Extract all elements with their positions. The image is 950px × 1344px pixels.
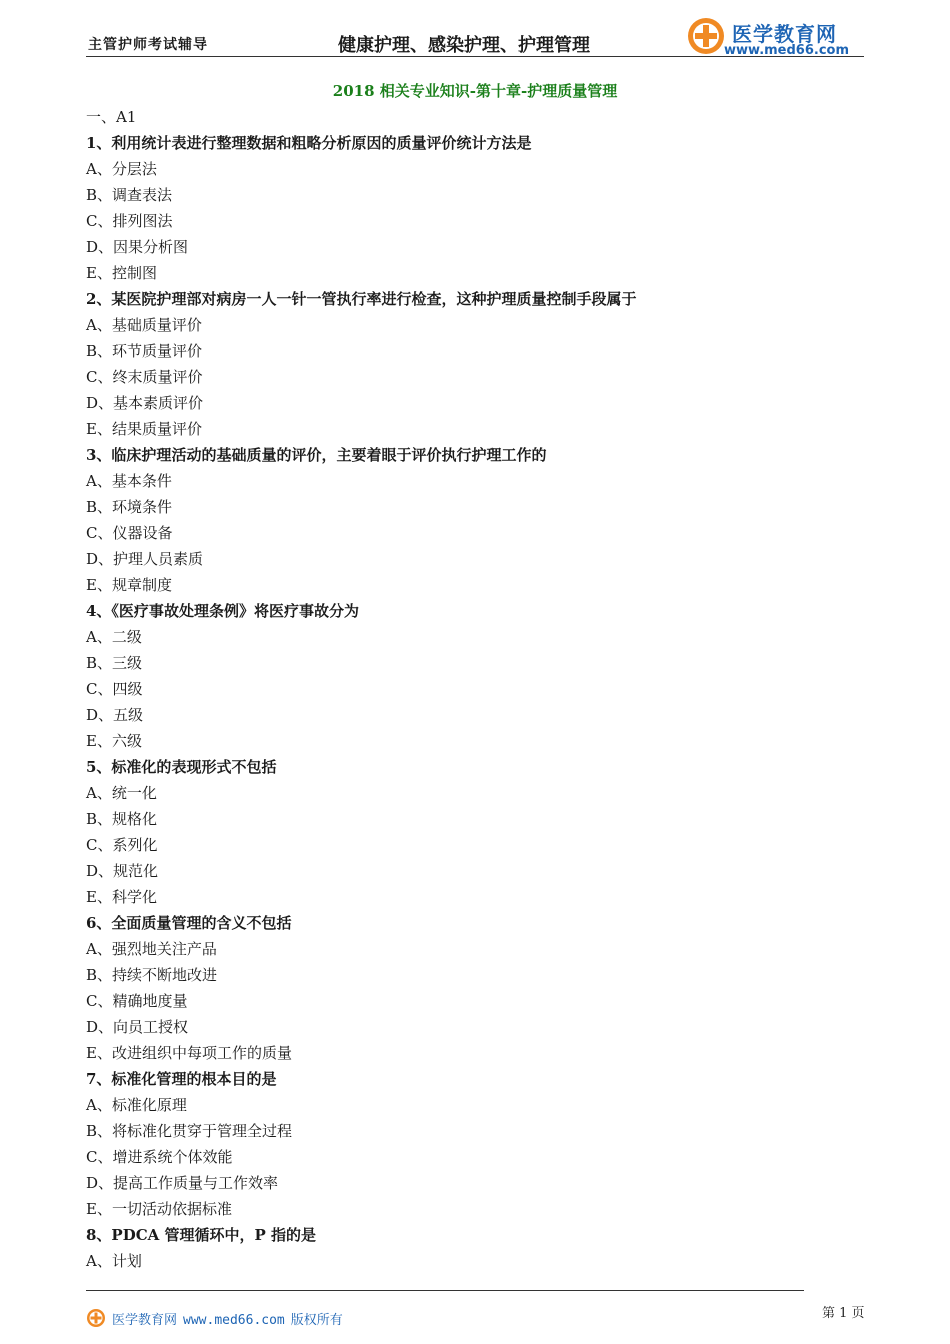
answer-option: B、将标准化贯穿于管理全过程 (86, 1122, 293, 1140)
question-list (86, 106, 866, 1276)
logo-name: 医学教育网 (732, 22, 837, 46)
answer-option: D、因果分析图 (86, 238, 189, 256)
question-text: 1、利用统计表进行整理数据和粗略分析原因的质量评价统计方法是 (86, 134, 532, 152)
answer-option: B、调查表法 (86, 186, 173, 204)
answer-option: D、护理人员素质 (86, 550, 204, 568)
footer-divider (86, 1290, 804, 1291)
footer-url[interactable]: www.med66.com (183, 1313, 285, 1328)
answer-option: A、二级 (86, 628, 142, 646)
logo-url[interactable]: www.med66.com (724, 43, 850, 58)
question-text: 5、标准化的表现形式不包括 (86, 758, 277, 776)
answer-option: D、基本素质评价 (86, 394, 204, 412)
answer-option: D、五级 (86, 706, 144, 724)
answer-option: B、环节质量评价 (86, 342, 203, 360)
answer-option: A、标准化原理 (86, 1096, 187, 1114)
answer-option: A、分层法 (86, 160, 157, 178)
answer-option: E、规章制度 (86, 576, 172, 594)
header-left-text: 主管护师考试辅导 (88, 37, 208, 53)
question-text: 6、全面质量管理的含义不包括 (86, 914, 292, 932)
footer-copyright (112, 1309, 343, 1328)
header-divider (86, 56, 864, 57)
answer-option: E、六级 (86, 732, 142, 750)
page-number: 第 1 页 (822, 1306, 865, 1321)
answer-option: B、环境条件 (86, 498, 173, 516)
section-heading: 一、A1 (86, 108, 137, 126)
answer-option: A、计划 (86, 1252, 142, 1270)
answer-option: B、规格化 (86, 810, 158, 828)
cross-logo-icon (86, 1308, 106, 1328)
answer-option: E、一切活动依据标准 (86, 1200, 232, 1218)
answer-option: C、排列图法 (86, 212, 173, 230)
question-text: 3、临床护理活动的基础质量的评价，主要着眼于评价执行护理工作的 (86, 446, 547, 464)
document-title: 2018 相关专业知识-第十章-护理质量管理 (332, 82, 618, 100)
site-logo[interactable] (686, 14, 866, 62)
header-center-text: 健康护理、感染护理、护理管理 (338, 35, 590, 56)
answer-option: E、改进组织中每项工作的质量 (86, 1044, 292, 1062)
answer-option: A、统一化 (86, 784, 157, 802)
question-text: 4、《医疗事故处理条例》将医疗事故分为 (86, 602, 359, 620)
answer-option: C、增进系统个体效能 (86, 1148, 233, 1166)
cross-logo-icon (686, 16, 726, 56)
answer-option: D、提高工作质量与工作效率 (86, 1174, 279, 1192)
answer-option: B、持续不断地改进 (86, 966, 218, 984)
answer-option: C、仪器设备 (86, 524, 173, 542)
page-header (0, 0, 950, 70)
answer-option: E、结果质量评价 (86, 420, 202, 438)
answer-option: D、规范化 (86, 862, 159, 880)
answer-option: D、向员工授权 (86, 1018, 189, 1036)
answer-option: A、强烈地关注产品 (86, 940, 217, 958)
answer-option: A、基本条件 (86, 472, 172, 490)
question-text: 8、PDCA 管理循环中，P 指的是 (86, 1226, 317, 1244)
answer-option: C、终末质量评价 (86, 368, 203, 386)
answer-option: A、基础质量评价 (86, 316, 202, 334)
footer-rights: 版权所有 (290, 1313, 343, 1328)
answer-option: C、四级 (86, 680, 143, 698)
answer-option: B、三级 (86, 654, 143, 672)
answer-option: E、科学化 (86, 888, 157, 906)
question-text: 2、某医院护理部对病房一人一针一管执行率进行检查，这种护理质量控制手段属于 (86, 290, 637, 308)
answer-option: C、精确地度量 (86, 992, 188, 1010)
question-text: 7、标准化管理的根本目的是 (86, 1070, 277, 1088)
answer-option: C、系列化 (86, 836, 158, 854)
footer-site-name: 医学教育网 (112, 1313, 178, 1328)
answer-option: E、控制图 (86, 264, 157, 282)
